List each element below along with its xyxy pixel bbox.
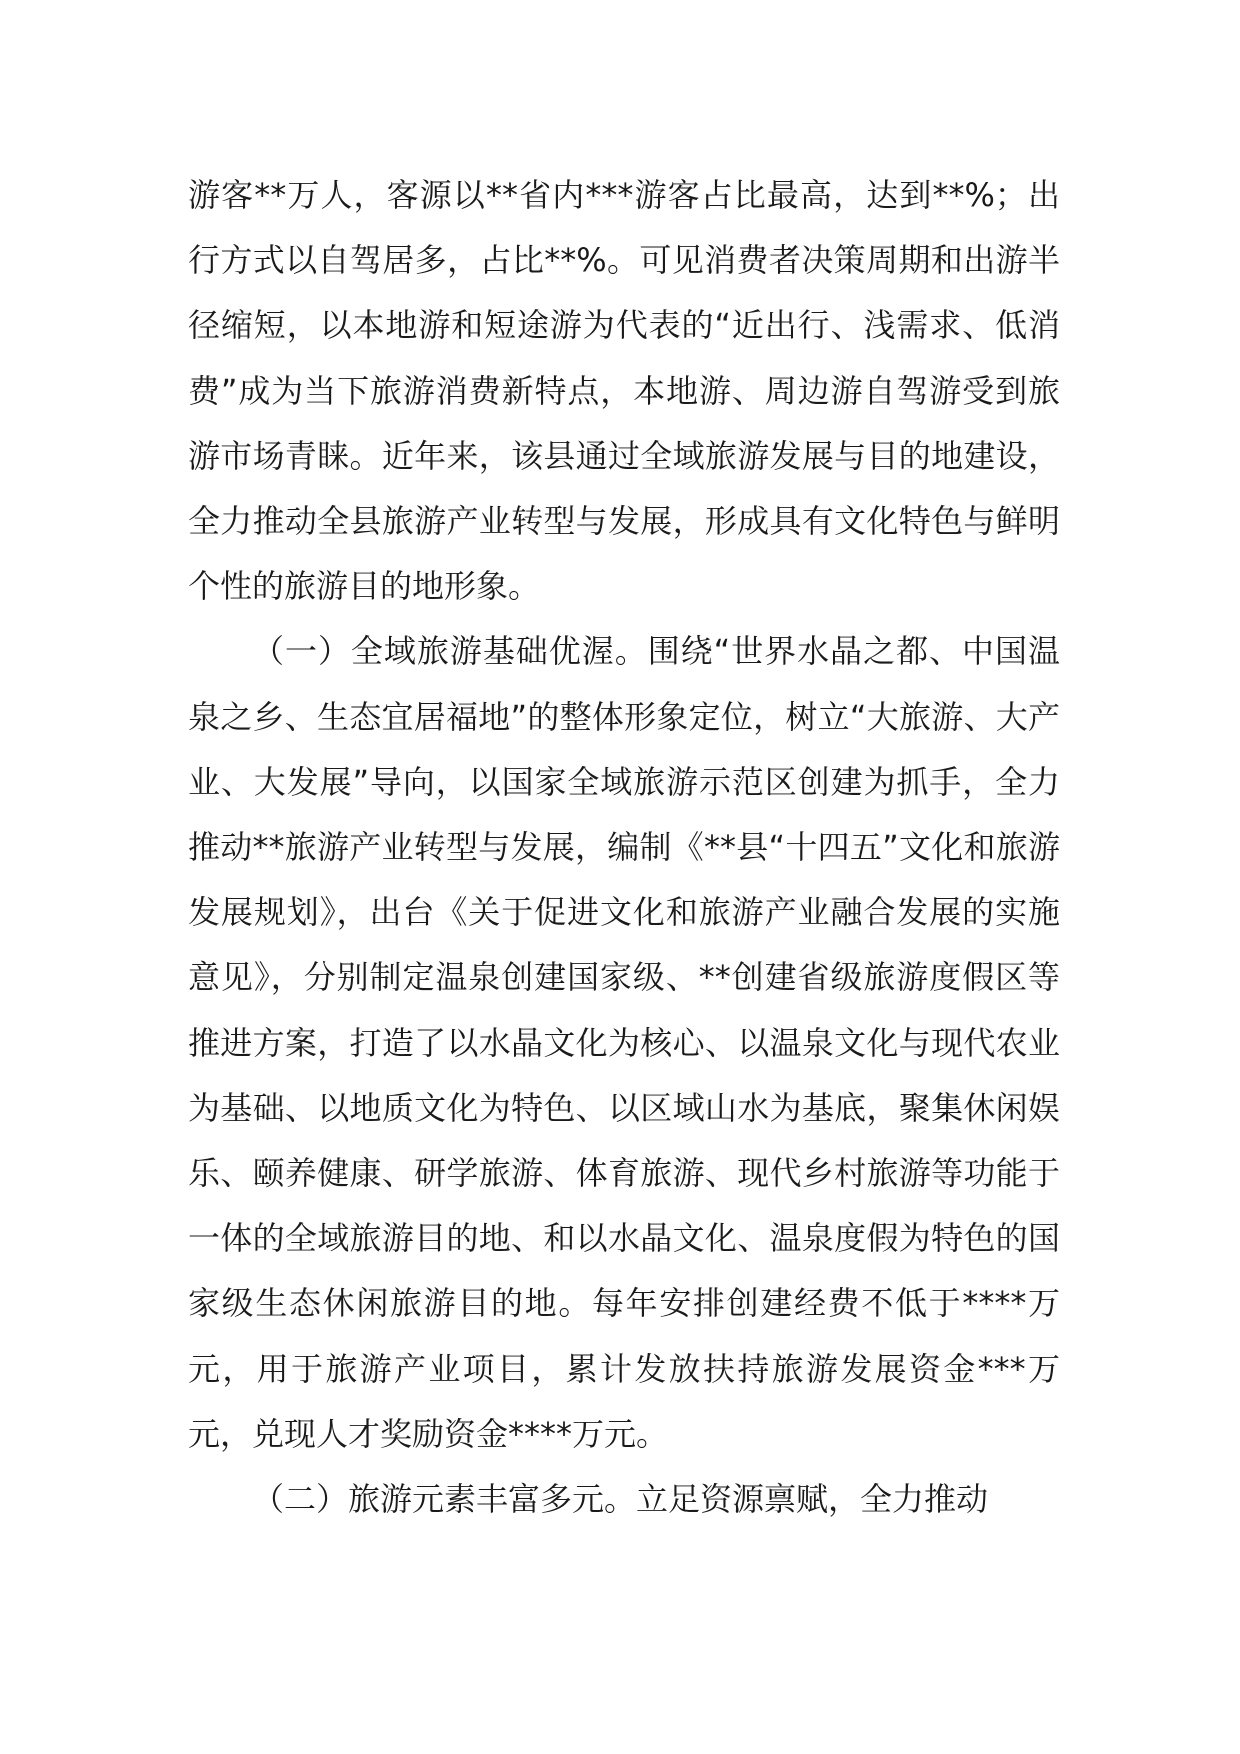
paragraph-section-1-tourism-foundation: （一）全域旅游基础优渥。围绕“世界水晶之都、中国温泉之乡、生态宜居福地”的整体形象定位，树立“大旅游、大产业、大发展”导向，以国家全域旅游示范区创建为抓手，全力推动**旅游产业转型与发展，编制《**县“十四五”文化和旅游发展规划》，出台《关于促进文化和旅游产业融合发展的实施意见》，分别制定温泉创建国家级、**创建省级旅游度假区等推进方案，打造了以水晶文化为核心、以温泉文化与现代农业为基础、以地质文化为特色、以区域山水为基底，聚集休闲娱乐、颐养健康、研学旅游、体育旅游、现代乡村旅游等功能于一体的全域旅游目的地、和以水晶文化、温泉度假为特色的国家级生态休闲旅游目的地。每年安排创建经费不低于****万元，用于旅游产业项目，累计发放扶持旅游发展资金***万元，兑现人才奖励资金****万元。: [188, 632, 1060, 1453]
paragraph-intro-continued: 游客**万人，客源以**省内***游客占比最高，达到**%；出行方式以自驾居多，占比**%。可见消费者决策周期和出游半径缩短，以本地游和短途游为代表的“近出行、浅需求、低消费”成为当下旅游消费新特点，本地游、周边游自驾游受到旅游市场青睐。近年来，该县通过全域旅游发展与目的地建设，全力推动全县旅游产业转型与发展，形成具有文化特色与鲜明个性的旅游目的地形象。: [188, 176, 1060, 606]
document-page: [188, 163, 1060, 1532]
paragraph-section-2-tourism-elements: （二）旅游元素丰富多元。立足资源禀赋，全力推动: [252, 1480, 989, 1519]
